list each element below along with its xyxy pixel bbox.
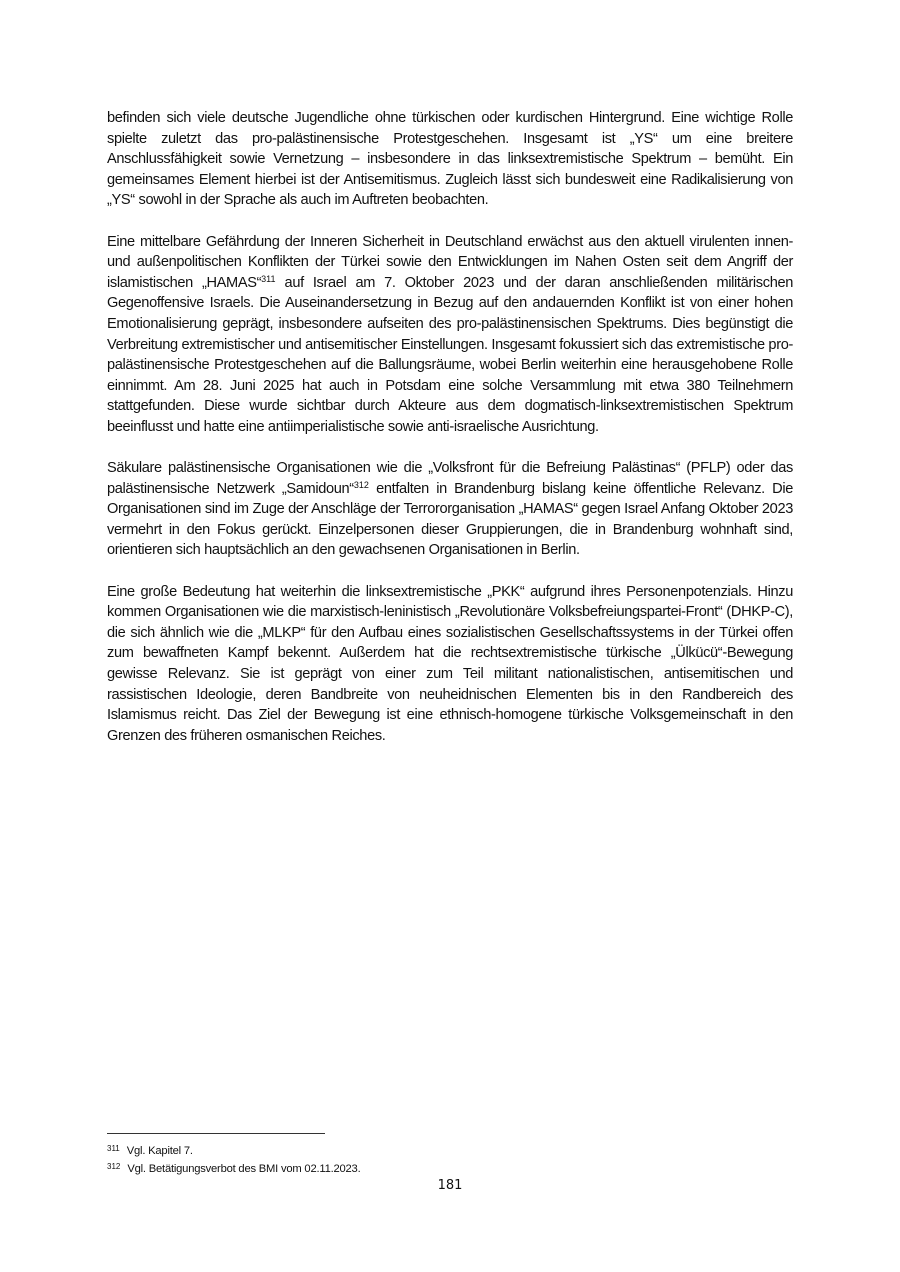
footnote-reference: 312 — [353, 479, 369, 490]
paragraph — [107, 582, 793, 747]
paragraph-text: Eine große Bedeutung hat weiterhin die linksextremistische „PKK“ aufgrund ihres Personenpotenzials. Hinzu kommen Organisationen wie die marxistisch-leninistisch „Revolutionäre Volksbefreiungspartei-Front“ (DHKP-C), die sich ähnlich wie die „MLKP“ für den Aufbau eines sozialistischen Gesellschaftssystems in der Türkei offen zum bewaffneten Kampf bekennt. Außerdem hat die rechtsextremistische türkische „Ülkücü“-Bewegung gewisse Relevanz. Sie ist geprägt von einer zum Teil militant nationalistischen, antisemitischen und rassistischen Ideologie, deren Bandbreite von neuheidnischen Elementen bis in den Randbereich des Islamismus reicht. Das Ziel der Bewegung ist eine ethnisch-homogene türkische Volksgemeinschaft in den Grenzen des früheren osmanischen Reiches. — [107, 583, 793, 744]
paragraph-text: Eine mittelbare Gefährdung der Inneren Sicherheit in Deutschland erwächst aus den aktuell virulenten innen- und außenpolitischen Konflikten der Türkei sowie den Entwicklungen im Nahen Osten seit dem Angriff der islamistischen „HAMAS“ — [107, 233, 793, 291]
footnote — [107, 1141, 793, 1159]
footnote-text: Vgl. Kapitel 7. — [126, 1145, 193, 1157]
footnote-reference: 311 — [261, 273, 276, 284]
paragraph-text: Säkulare palästinensische Organisationen wie die „Volksfront für die Befreiung Palästinas“ (PFLP) oder das palästinensische Netzwerk „Samidoun“ — [107, 460, 793, 497]
paragraph-text: auf Israel am 7. Oktober 2023 und der daran anschließenden militärischen Gegenoffensive Israels. Die Auseinandersetzung in Bezug auf den andauernden Konflikt ist von einer hohen Emotionalisierung geprägt, insbesondere aufseiten des pro-palästinensischen Spektrums. Dies begünstigt die Verbreitung extremistischer und antisemitischer Einstellungen. Insgesamt fokussiert sich das extremistische pro-palästinensische Protestgeschehen auf die Ballungsräume, wobei Berlin weiterhin eine herausgehobene Rolle einnimmt. Am 28. Juni 2025 hat auch in Potsdam eine solche Versammlung mit etwa 380 Teilnehmern stattgefunden. Diese wurde sichtbar durch Akteure aus dem dogmatisch-linksextremistischen Spektrum beeinflusst und hatte eine antiimperialistische sowie anti-israelische Ausrichtung. — [107, 274, 793, 435]
footnote-number: 311 — [107, 1144, 120, 1153]
footnote-number: 312 — [107, 1162, 121, 1171]
body-text — [107, 108, 793, 767]
footnote — [107, 1159, 793, 1177]
paragraph — [107, 458, 793, 561]
footnotes — [107, 1141, 793, 1177]
paragraph — [107, 108, 793, 211]
footnote-separator — [107, 1133, 325, 1134]
page-number: 181 — [437, 1178, 463, 1193]
paragraph — [107, 232, 793, 438]
paragraph-text: befinden sich viele deutsche Jugendliche ohne türkischen oder kurdischen Hintergrund. Eine wichtige Rolle spielte zuletzt das pro-palästinensische Protestgeschehen. Insgesamt ist „YS“ um eine breitere Anschlussfähigkeit sowie Vernetzung – insbesondere in das linksextremistische Spektrum – bemüht. Ein gemeinsames Element hierbei ist der Antisemitismus. Zugleich lässt sich bundesweit eine Radikalisierung von „YS“ sowohl in der Sprache als auch im Auftreten beobachten. — [107, 110, 793, 209]
paragraph-text: entfalten in Brandenburg bislang keine öffentliche Relevanz. Die Organisationen sind im Zuge der Anschläge der Terrororganisation „HAMAS“ gegen Israel Anfang Oktober 2023 vermehrt in den Fokus gerückt. Einzelpersonen dieser Gruppierungen, die in Brandenburg wohnhaft sind, orientieren sich hauptsächlich an den gewachsenen Organisationen in Berlin. — [107, 480, 793, 559]
footnote-text: Vgl. Betätigungsverbot des BMI vom 02.11.2023. — [127, 1163, 361, 1175]
